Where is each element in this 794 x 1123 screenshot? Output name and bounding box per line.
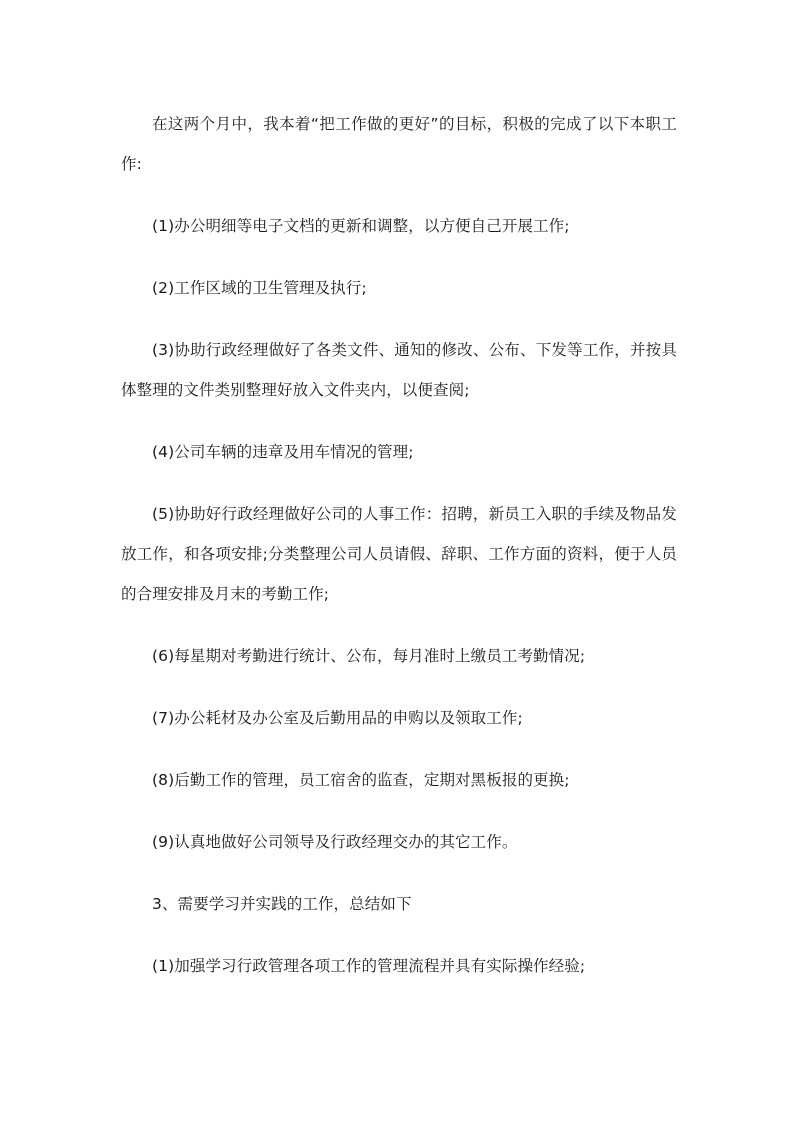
paragraph-item-8: (8)后勤工作的管理，员工宿舍的监查，定期对黑板报的更换; — [152, 771, 570, 789]
document-body — [121, 104, 677, 1008]
paragraph-intro: 在这两个月中，我本着“把工作做的更好”的目标，积极的完成了以下本职工作: — [121, 115, 677, 173]
paragraph-item-1: (1)办公明细等电子文档的更新和调整，以方便自己开展工作; — [152, 217, 570, 235]
paragraph-item-2: (2)工作区域的卫生管理及执行; — [152, 279, 367, 297]
paragraph-item-6: (6)每星期对考勤进行统计、公布，每月准时上缴员工考勤情况; — [152, 647, 586, 665]
paragraph-section3-item-1: (1)加强学习行政管理各项工作的管理流程并具有实际操作经验; — [152, 957, 586, 975]
paragraph-item-4: (4)公司车辆的违章及用车情况的管理; — [152, 443, 414, 461]
paragraph-item-9: (9)认真地做好公司领导及行政经理交办的其它工作。 — [152, 833, 518, 851]
paragraph-item-7: (7)办公耗材及办公室及后勤用品的申购以及领取工作; — [152, 709, 523, 727]
paragraph-item-3: (3)协助行政经理做好了各类文件、通知的修改、公布、下发等工作，并按具体整理的文件类别整理好放入文件夹内，以便查阅; — [121, 341, 677, 399]
paragraph-item-5: (5)协助好行政经理做好公司的人事工作：招聘，新员工入职的手续及物品发放工作，和各项安排;分类整理公司人员请假、辞职、工作方面的资料，便于人员的合理安排及月末的考勤工作; — [121, 505, 677, 603]
section-heading-3: 3、需要学习并实践的工作，总结如下 — [152, 895, 412, 913]
